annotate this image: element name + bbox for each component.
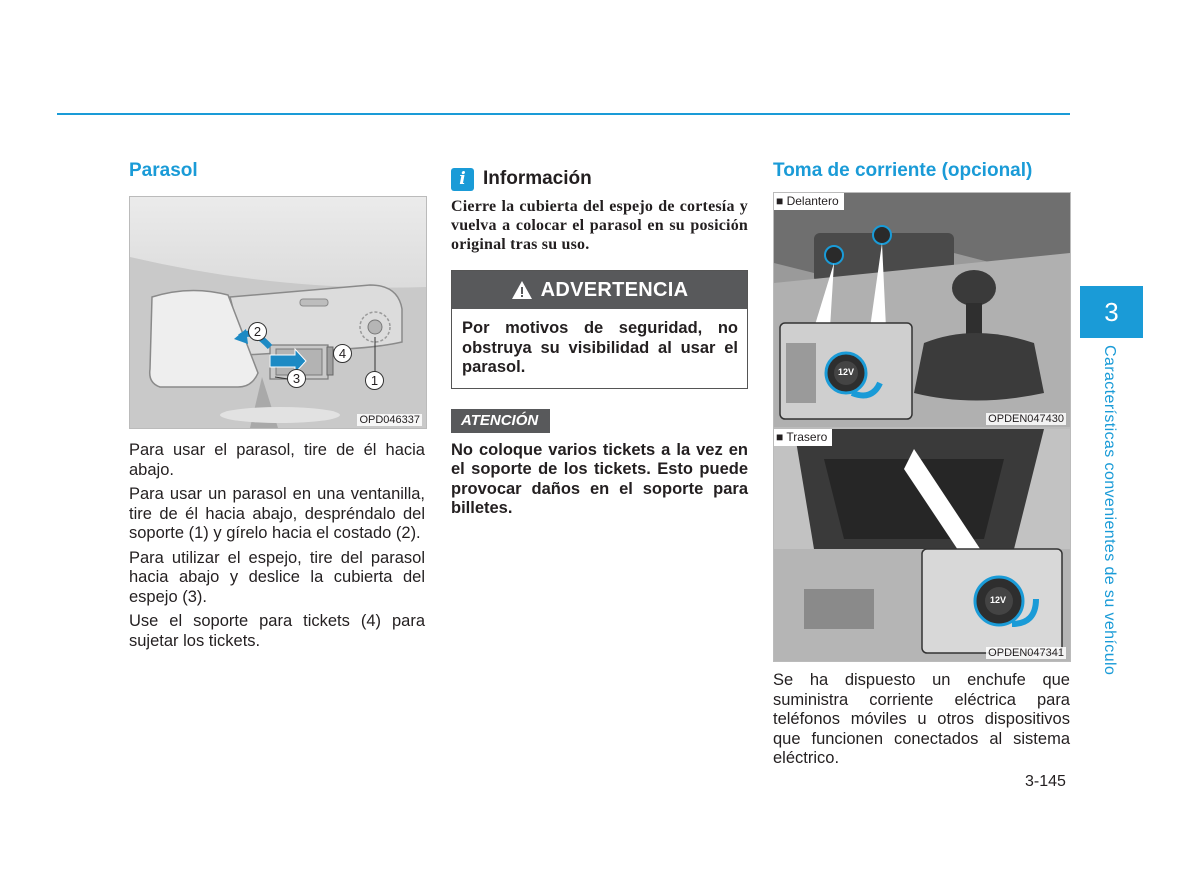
- parasol-paragraph: Para usar un parasol en una ventanilla, tire de él hacia abajo, despréndalo del soporte (1) y gírelo hacia el costado (2).: [129, 485, 425, 542]
- socket-label: 12V: [838, 367, 855, 377]
- parasol-title: Parasol: [129, 160, 198, 181]
- sun-visor-illustration: [130, 197, 426, 428]
- warning-header: [452, 271, 747, 309]
- chapter-tab: 3: [1080, 286, 1143, 338]
- attention-badge: ATENCIÓN: [451, 409, 550, 433]
- rear-socket-label: 12V: [990, 595, 1007, 605]
- page-number: 3-145: [1025, 773, 1066, 790]
- rear-figure-code: OPDEN047341: [988, 647, 1064, 659]
- chapter-title: Características convenientes de su vehículo: [1101, 345, 1118, 676]
- parasol-paragraph: Use el soporte para tickets (4) para sujetar los tickets.: [129, 612, 425, 650]
- power-outlet-title: Toma de corriente (opcional): [773, 160, 1033, 181]
- figure-code: OPD046337: [359, 414, 420, 426]
- rear-outlet-figure: [773, 428, 1071, 662]
- notes-section: [451, 158, 748, 519]
- callout-2: 2: [248, 322, 267, 341]
- attention-body: No coloque varios tickets a la vez en el soporte de los tickets. Esto puede provocar daños en el soporte para billetes.: [451, 440, 748, 517]
- front-console-illustration: [774, 193, 1070, 427]
- parasol-paragraph: Para usar el parasol, tire de él hacia abajo.: [129, 441, 425, 479]
- callout-4: 4: [333, 344, 352, 363]
- rear-cargo-illustration: [774, 429, 1070, 661]
- parasol-paragraph: Para utilizar el espejo, tire del parasol hacia abajo y deslice la cubierta del espejo (3).: [129, 548, 425, 606]
- warning-title: ADVERTENCIA: [540, 278, 689, 301]
- callout-3: 3: [287, 369, 306, 388]
- warning-body: Por motivos de seguridad, no obstruya su visibilidad al usar el parasol.: [462, 319, 738, 376]
- warning-box: [451, 270, 748, 389]
- parasol-section: [129, 158, 425, 656]
- power-outlet-section: [773, 158, 1070, 774]
- power-outlet-body: Se ha dispuesto un enchufe que suministra corriente eléctrica para teléfonos móviles u otros dispositivos que funcionen conectados al sistema eléctrico.: [773, 671, 1070, 767]
- rear-tag: ■ Trasero: [774, 429, 832, 446]
- front-figure-code: OPDEN047430: [988, 413, 1064, 425]
- info-header: [451, 166, 748, 192]
- info-title: Información: [483, 168, 592, 189]
- parasol-figure: [129, 196, 427, 429]
- front-outlet-figure: [773, 192, 1071, 428]
- info-icon: i: [451, 168, 474, 191]
- callout-1: 1: [365, 371, 384, 390]
- front-tag: ■ Delantero: [774, 193, 844, 210]
- info-body: Cierre la cubierta del espejo de cortesía y vuelva a colocar el parasol en su posición original tras su uso.: [451, 198, 748, 253]
- warning-triangle-icon: [511, 280, 533, 300]
- top-rule: [57, 113, 1070, 115]
- parasol-text: [129, 441, 425, 651]
